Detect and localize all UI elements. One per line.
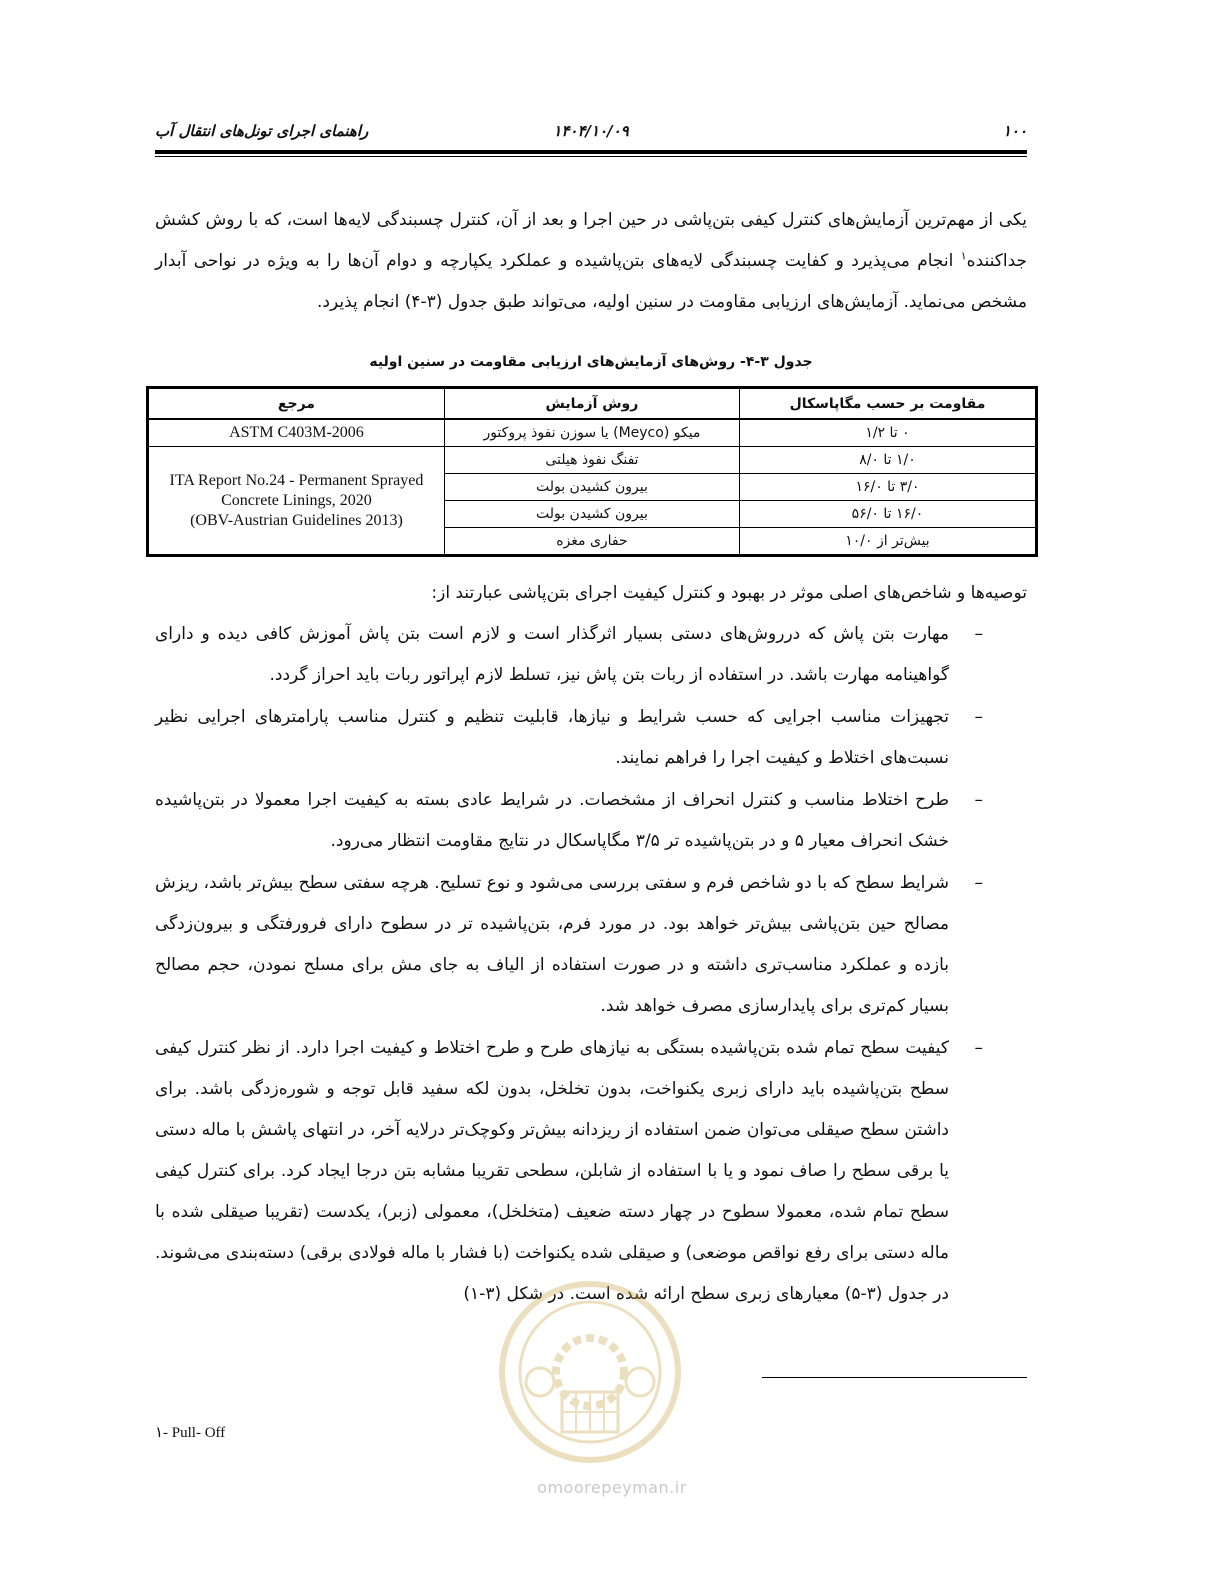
paragraph-text-1: یکی از مهم‌ترین آزمایش‌های کنترل کیفی بتن‌پاشی در حین اجرا و بعد از آن، کنترل چسبندگی لایه‌ها است، که با روش کشش جداکننده (155, 210, 1027, 271)
reference-line: ITA Report No.24 - Permanent Sprayed (169, 471, 424, 489)
list-item (155, 697, 1027, 779)
cell-method: حفاری مغزه (444, 528, 739, 556)
footnote: ۱- Pull- Off (155, 1425, 226, 1441)
dash-marker: – (974, 873, 983, 893)
cell-strength: ۰ تا ۱/۲ (739, 419, 1036, 447)
cell-method: تفنگ نفوذ هیلتی (444, 447, 739, 474)
header-rule-thick (155, 150, 1027, 154)
dash-marker: – (974, 624, 983, 644)
list-item (155, 614, 1027, 696)
watermark-text: omoorepeyman.ir (537, 1478, 687, 1497)
cell-strength: بیش‌تر از ۱۰/۰ (739, 528, 1036, 556)
header-reference: مرجع (148, 388, 445, 420)
dash-marker: – (974, 1038, 983, 1058)
footnote-marker: ۱ (960, 249, 967, 263)
cell-strength: ۱/۰ تا ۸/۰ (739, 447, 1036, 474)
list-item-text: کیفیت سطح تمام شده بتن‌پاشیده بستگی به نیازهای طرح و طرح اختلاط و کیفیت اجرا دارد. از نظر کنترل کیفی سطح بتن‌پاشیده باید دارای زبری یکنواخت، بدون تخلخل، بدون لکه سفید قابل توجه و شوره‌زدگی باشد. برای داشتن سطح صیقلی می‌توان ضمن استفاده از ریزدانه بیش‌تر وکوچک‌تر درلایه آخر، در انتهای پاشش با ماله دستی یا برقی سطح را صاف نمود و یا با استفاده از شابلن، سطحی تقریبا مشابه بتن درجا ایجاد کرد. برای کنترل کیفی سطح تمام شده، معمولا سطوح در چهار دسته ضعیف (متخلخل)، معمولی (زبر)، یکدست (تقریبا صیقلی شده با ماله دستی برای رفع نواقص موضعی) و صیقلی شده یکنواخت (با فشار با ماله فولادی برقی) دسته‌بندی می‌شوند. در جدول (۳-۵) معیارهای زبری سطح ارائه شده است. در شکل (۳-۱) (155, 1038, 949, 1304)
list-item-text: مهارت بتن پاش که درروش‌های دستی بسیار اثرگذار است و لازم است بتن پاش آموزش کافی دیده و دارای گواهینامه مهارت باشد. در استفاده از ربات بتن پاش نیز، تسلط لازم اپراتور ربات باید احراز گردد. (155, 624, 949, 685)
reference-line: (OBV-Austrian Guidelines 2013) (190, 511, 403, 529)
list-item (155, 780, 1027, 862)
cell-method: بیرون کشیدن بولت (444, 474, 739, 501)
list-item (155, 863, 1027, 1027)
table-header-row (148, 388, 1037, 420)
list-item-text: تجهیزات مناسب اجرایی که حسب شرایط و نیازها، قابلیت تنظیم و کنترل مناسب پارامترهای اجرایی نظیر نسبت‌های اختلاط و کیفیت اجرا را فراهم نمایند. (155, 707, 949, 768)
bullets-intro: توصیه‌ها و شاخص‌های اصلی موثر در بهبود و کنترل کیفیت اجرای بتن‌پاشی عبارتند از: (431, 583, 1027, 603)
cell-strength: ۳/۰ تا ۱۶/۰ (739, 474, 1036, 501)
strength-test-table (146, 386, 1038, 557)
reference-line: Concrete Linings, 2020 (221, 491, 372, 509)
dash-marker: – (974, 707, 983, 727)
list-item-text: شرایط سطح که با دو شاخص فرم و سفتی بررسی می‌شود و نوع تسلیح. هرچه سفتی سطح بیش‌تر باشد، ریزش مصالح حین بتن‌پاشی بیش‌تر خواهد بود. در مورد فرم، بتن‌پاشیده تر در سطوح دارای فرورفتگی و بیرون‌زدگی بازده و عملکرد مناسب‌تری داشته و در صورت استفاده از الیاف به جای مش برای مسلح نمودن، حجم مصالح بسیار کم‌تری برای پایدارسازی مصرف خواهد شد. (155, 873, 949, 1016)
page-header (155, 120, 1027, 150)
page-number: ۱۰۰ (1002, 122, 1027, 140)
footnote-rule (762, 1377, 1027, 1378)
table-caption: جدول ۳-۴- روش‌های آزمایش‌های ارزیابی مقاومت در سنین اولیه (369, 354, 813, 370)
header-method: روش آزمایش (444, 388, 739, 420)
recommendations-list (155, 614, 1027, 1316)
cell-reference: ASTM C403M-2006 (148, 419, 445, 447)
watermark-seal-icon (470, 1272, 710, 1472)
body-paragraph (155, 200, 1027, 323)
header-title: راهنمای اجرای تونل‌های انتقال آب (155, 122, 369, 140)
list-item-text: طرح اختلاط مناسب و کنترل انحراف از مشخصات. در شرایط عادی بسته به کیفیت اجرا معمولا در بتن‌پاشیده خشک انحراف معیار ۵ و در بتن‌پاشیده تر ۳/۵ مگاپاسکال در نتایج مقاومت انتظار می‌رود. (155, 790, 949, 851)
cell-strength: ۱۶/۰ تا ۵۶/۰ (739, 501, 1036, 528)
cell-reference-merged (148, 447, 445, 556)
cell-method: میکو (Meyco) یا سوزن نفوذ پروکتور (444, 419, 739, 447)
table-row (148, 419, 1037, 447)
cell-method: بیرون کشیدن بولت (444, 501, 739, 528)
paragraph-text-2: انجام می‌پذیرد و کفایت چسبندگی لایه‌های بتن‌پاشیده و عملکرد یکپارچه و دوام آن‌ها را به ویژه در نواحی آبدار مشخص می‌نماید. آزمایش‌های ارزیابی مقاومت در سنین اولیه، می‌تواند طبق جدول (۳-۴) انجام پذیرد. (155, 251, 1027, 312)
dash-marker: – (974, 790, 983, 810)
header-date: ۱۴۰۴/۱۰/۰۹ (553, 122, 629, 140)
table-row (148, 447, 1037, 474)
header-strength: مقاومت بر حسب مگاپاسکال (739, 388, 1036, 420)
header-rule-thin (155, 156, 1027, 157)
